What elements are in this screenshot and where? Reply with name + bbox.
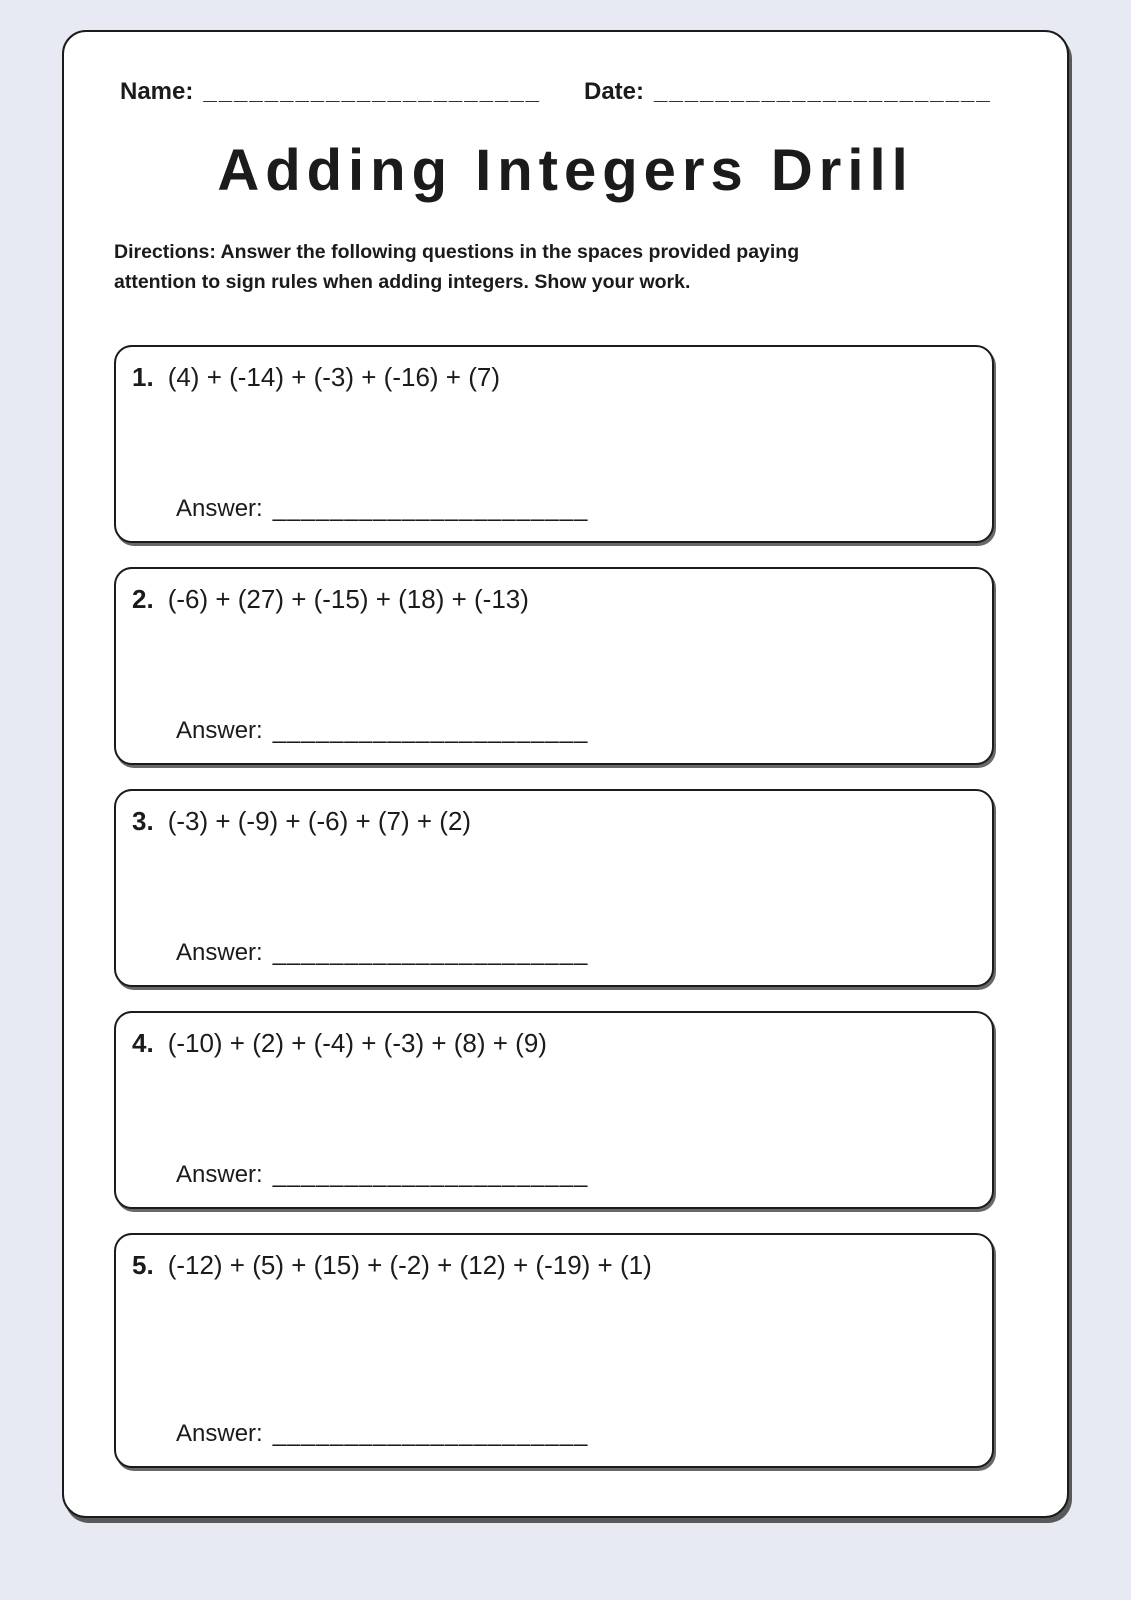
problem-1-statement [116, 347, 992, 393]
problem-4-statement [116, 1013, 992, 1059]
problem-4-answer-label: Answer: [176, 1161, 263, 1189]
problem-2-number: 2. [132, 584, 154, 615]
problem-4-answer-row [176, 1161, 588, 1189]
problem-3-expression: (-3) + (-9) + (-6) + (7) + (2) [167, 806, 472, 837]
problem-box-3 [114, 789, 994, 987]
problem-5-number: 5. [132, 1250, 154, 1281]
problem-3-statement [116, 791, 992, 837]
problem-1-answer-row [176, 495, 588, 523]
problem-4-number: 4. [132, 1028, 154, 1059]
problem-5-statement [116, 1235, 992, 1281]
name-blank-line[interactable]: ______________________ [203, 78, 542, 105]
problem-2-statement [116, 569, 992, 615]
problem-2-answer-blank-line[interactable]: ______________________ [272, 717, 589, 745]
problem-box-1 [114, 345, 994, 543]
problem-1-expression: (4) + (-14) + (-3) + (-16) + (7) [167, 362, 500, 393]
problem-2-answer-row [176, 717, 588, 745]
problem-3-answer-label: Answer: [176, 939, 263, 967]
name-field [120, 78, 584, 106]
problem-2-answer-label: Answer: [176, 717, 263, 745]
problem-2-expression: (-6) + (27) + (-15) + (18) + (-13) [167, 584, 529, 615]
problem-4-expression: (-10) + (2) + (-4) + (-3) + (8) + (9) [167, 1028, 547, 1059]
problem-box-2 [114, 567, 994, 765]
problem-3-answer-row [176, 939, 588, 967]
date-field [584, 78, 992, 106]
directions-line-2: attention to sign rules when adding integers. Show your work. [114, 270, 691, 293]
problem-box-5 [114, 1233, 994, 1468]
worksheet-card [62, 30, 1069, 1518]
problems-list [64, 345, 1067, 1468]
date-blank-line[interactable]: ______________________ [654, 78, 992, 105]
problem-1-answer-label: Answer: [176, 495, 263, 523]
problem-5-answer-label: Answer: [176, 1420, 263, 1448]
header [64, 32, 1067, 106]
page-title: Adding Integers Drill [217, 138, 914, 203]
problem-box-4 [114, 1011, 994, 1209]
problem-1-number: 1. [132, 362, 154, 393]
name-label: Name: [120, 78, 194, 105]
problem-5-expression: (-12) + (5) + (15) + (-2) + (12) + (-19) + (1) [167, 1250, 652, 1281]
directions-line-1: Directions: Answer the following questions in the spaces provided paying [114, 240, 800, 263]
problem-3-answer-blank-line[interactable]: ______________________ [272, 939, 589, 967]
problem-5-answer-row [176, 1420, 588, 1448]
problem-1-answer-blank-line[interactable]: ______________________ [272, 495, 589, 523]
date-label: Date: [584, 78, 645, 105]
directions-text [114, 237, 1017, 297]
problem-4-answer-blank-line[interactable]: ______________________ [272, 1161, 589, 1189]
problem-3-number: 3. [132, 806, 154, 837]
problem-5-answer-blank-line[interactable]: ______________________ [272, 1420, 589, 1448]
